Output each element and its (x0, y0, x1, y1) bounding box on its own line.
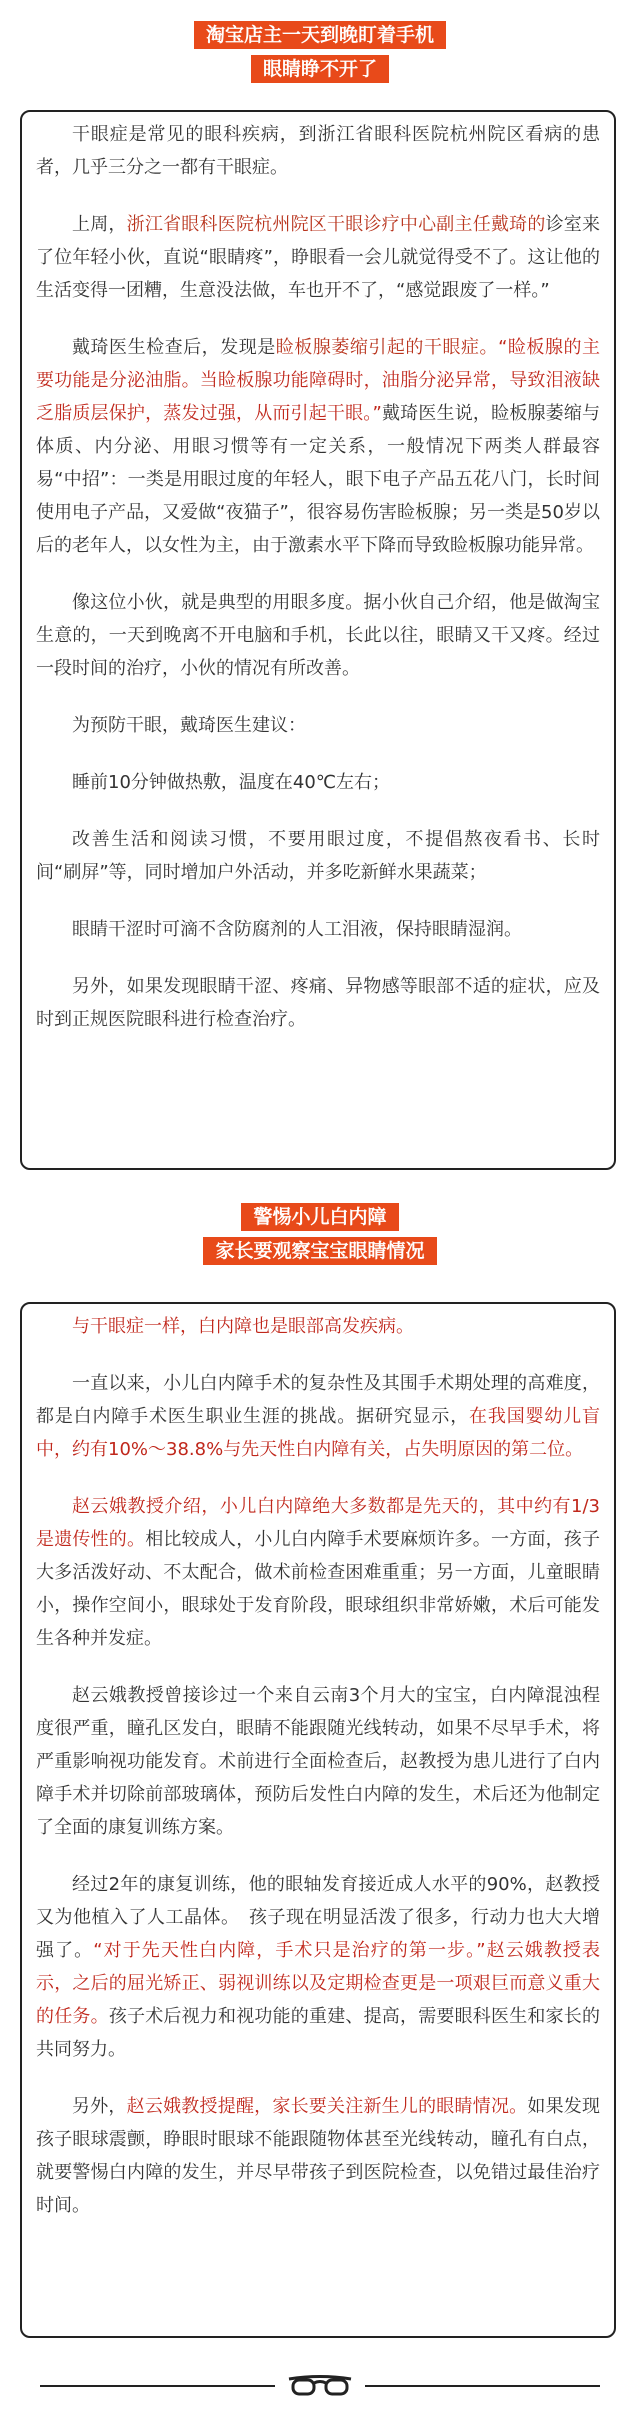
glasses-icon (285, 2370, 355, 2400)
paragraph: 睡前10分钟做热敷，温度在40℃左右； (72, 772, 391, 793)
paragraph: 上周，浙江省眼科医院杭州院区干眼诊疗中心副主任戴琦的诊室来了位年轻小伙，直说“眼睛疼”，睁眼看一会儿就觉得受不了。这让他的生活变得一团糟，生意没法做，车也开不了，“感觉跟废了一样。” (36, 214, 601, 301)
paragraph: 改善生活和阅读习惯，不要用眼过度，不提倡熬夜看书、长时间“刷屏”等，同时增加户外活动，并多吃新鲜水果蔬菜； (36, 829, 600, 883)
paragraph: 一直以来，小儿白内障手术的复杂性及其围手术期处理的高难度，都是白内障手术医生职业生涯的挑战。据研究显示，在我国婴幼儿盲中，约有10%～38.8%与先天性白内障有关，占失明原因的第二位。 (36, 1373, 601, 1460)
section2-card (20, 1302, 616, 2338)
divider-line-left (40, 2385, 275, 2387)
paragraph: 眼睛干涩时可滴不含防腐剂的人工泪液，保持眼睛湿润。 (72, 919, 522, 940)
highlight-text: “对于先天性白内障，手术只是治疗的第一步。”赵云娥教授表示，之后的屈光矫正、弱视训练以及定期检查更是一项艰巨而意义重大的任务。 (36, 1940, 600, 2027)
paragraph: 经过2年的康复训练，他的眼轴发育接近成人水平的90%，赵教授又为他植入了人工晶体。 孩子现在明显活泼了很多，行动力也大大增强了。“对于先天性白内障，手术只是治疗的第一步。”赵云娥教授表示，之后的屈光矫正、弱视训练以及定期检查更是一项艰巨而意义重大的任务。孩子术后视力和视功能的重建、提高，需要眼科医生和家长的共同努力。 (36, 1874, 601, 2060)
paragraph: 为预防干眼，戴琦医生建议： (72, 715, 306, 736)
paragraph: 干眼症是常见的眼科疾病，到浙江省眼科医院杭州院区看病的患者，几乎三分之一都有干眼症。 (36, 124, 600, 178)
highlight-text: 浙江省眼科医院杭州院区干眼诊疗中心副主任戴琦的 (126, 214, 546, 235)
paragraph: 另外，赵云娥教授提醒，家长要关注新生儿的眼睛情况。如果发现孩子眼球震颤，睁眼时眼球不能跟随物体甚至光线转动，瞳孔有白点，就要警惕白内障的发生，并尽早带孩子到医院检查，以免错过最佳治疗时间。 (36, 2096, 601, 2216)
section2-tag-2: 家长要观察宝宝眼睛情况 (203, 1237, 436, 1265)
section1-tag-2: 眼睛睁不开了 (251, 55, 389, 83)
paragraph: 戴琦医生检查后，发现是睑板腺萎缩引起的干眼症。“睑板腺的主要功能是分泌油脂。当睑板腺功能障碍时，油脂分泌异常，导致泪液缺乏脂质层保护，蒸发过强，从而引起干眼。”戴琦医生说，睑板腺萎缩与体质、内分泌、用眼习惯等有一定关系，一般情况下两类人群最容易“中招”：一类是用眼过度的年轻人，眼下电子产品五花八门，长时间使用电子产品，又爱做“夜猫子”，很容易伤害睑板腺；另一类是50岁以后的老年人，以女性为主，由于激素水平下降而导致睑板腺功能异常。 (36, 337, 601, 556)
highlight-quote: “睑板腺的主要功能是分泌油脂。当睑板腺功能障碍时，油脂分泌异常，导致泪液缺乏脂质层保护，蒸发过强，从而引起干眼。” (36, 337, 601, 424)
section1-tag-1: 淘宝店主一天到晚盯着手机 (194, 21, 446, 49)
highlight-text: 在我国婴幼儿盲中，约有10%～38.8%与先天性白内障有关，占失明原因的第二位。 (36, 1406, 601, 1460)
section1-card (20, 110, 616, 1170)
paragraph: 另外，如果发现眼睛干涩、疼痛、异物感等眼部不适的症状，应及时到正规医院眼科进行检查治疗。 (36, 976, 600, 1030)
divider-line-right (365, 2385, 600, 2387)
paragraph: 赵云娥教授曾接诊过一个来自云南3个月大的宝宝，白内障混浊程度很严重，瞳孔区发白，眼睛不能跟随光线转动，如果不尽早手术，将严重影响视功能发育。术前进行全面检查后，赵教授为患儿进行了白内障手术并切除前部玻璃体，预防后发性白内障的发生，术后还为他制定了全面的康复训练方案。 (36, 1685, 600, 1838)
section1-header (0, 18, 640, 86)
paragraph: 赵云娥教授介绍，小儿白内障绝大多数都是先天的，其中约有1/3是遗传性的。相比较成人，小儿白内障手术要麻烦许多。一方面，孩子大多活泼好动、不太配合，做术前检查困难重重；另一方面，儿童眼睛小，操作空间小，眼球处于发育阶段，眼球组织非常娇嫩，术后可能发生各种并发症。 (36, 1496, 601, 1649)
paragraph: 与干眼症一样，白内障也是眼部高发疾病。 (72, 1316, 414, 1337)
highlight-text: 睑板腺萎缩引起的干眼症。 (275, 337, 499, 358)
highlight-text: 赵云娥教授提醒，家长要关注新生儿的眼睛情况。 (126, 2096, 528, 2117)
section2-tag-1: 警惕小儿白内障 (241, 1203, 398, 1231)
paragraph: 像这位小伙，就是典型的用眼多度。据小伙自己介绍，他是做淘宝生意的，一天到晚离不开电脑和手机，长此以往，眼睛又干又疼。经过一段时间的治疗，小伙的情况有所改善。 (36, 592, 600, 679)
section2-header (0, 1200, 640, 1268)
highlight-text: 赵云娥教授介绍，小儿白内障绝大多数都是先天的，其中约有1/3是遗传性的。 (36, 1496, 600, 1550)
footer-divider (40, 2370, 600, 2400)
